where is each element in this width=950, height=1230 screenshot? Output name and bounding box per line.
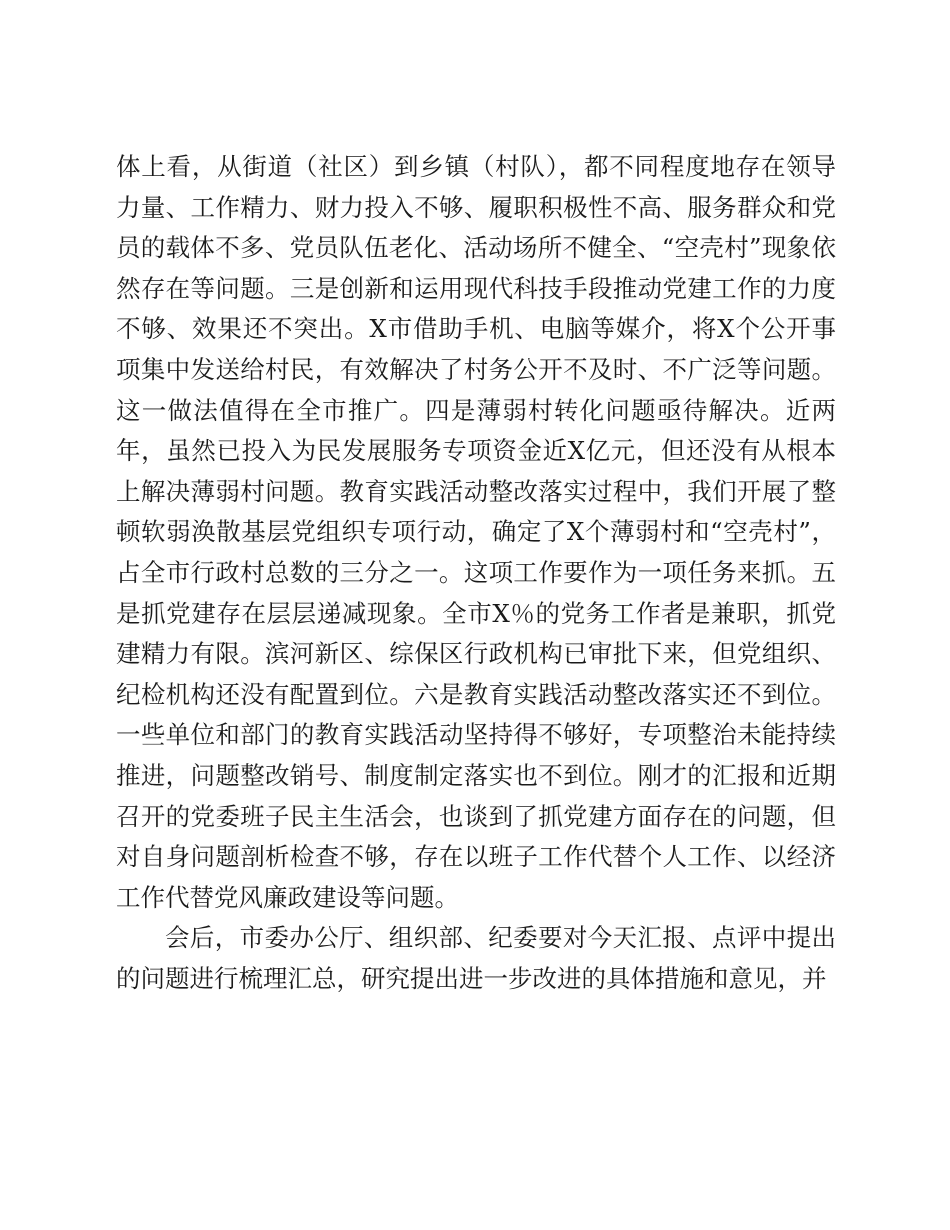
paragraph-meeting-followup: 会后，市委办公厅、组织部、纪委要对今天汇报、点评中提出的问题进行梳理汇总，研究提出进一步改进的具体措施和意见，并	[116, 923, 836, 993]
paragraph-continued: 体上看，从街道（社区）到乡镇（村队），都不同程度地存在领导力量、工作精力、财力投入不够、履职积极性不高、服务群众和党员的载体不多、党员队伍老化、活动场所不健全、“空壳村”现象依然存在等问题。三是创新和运用现代科技手段推动党建工作的力度不够、效果还不突出。X市借助手机、电脑等媒介，将X个公开事项集中发送给村民，有效解决了村务公开不及时、不广泛等问题。这一做法值得在全市推广。四是薄弱村转化问题亟待解决。近两年，虽然已投入为民发展服务专项资金近X亿元，但还没有从根本上解决薄弱村问题。教育实践活动整改落实过程中，我们开展了整顿软弱涣散基层党组织专项行动，确定了X个薄弱村和“空壳村”，占全市行政村总数的三分之一。这项工作要作为一项任务来抓。五是抓党建存在层层递减现象。全市X％的党务工作者是兼职，抓党建精力有限。滨河新区、综保区行政机构已审批下来，但党组织、纪检机构还没有配置到位。六是教育实践活动整改落实还不到位。一些单位和部门的教育实践活动坚持得不够好，专项整治未能持续推进，问题整改销号、制度制定落实也不到位。刚才的汇报和近期召开的党委班子民主生活会，也谈到了抓党建方面存在的问题，但对自身问题剖析检查不够，存在以班子工作代替个人工作、以经济工作代替党风廉政建设等问题。	[116, 152, 836, 912]
document-body	[116, 147, 836, 999]
